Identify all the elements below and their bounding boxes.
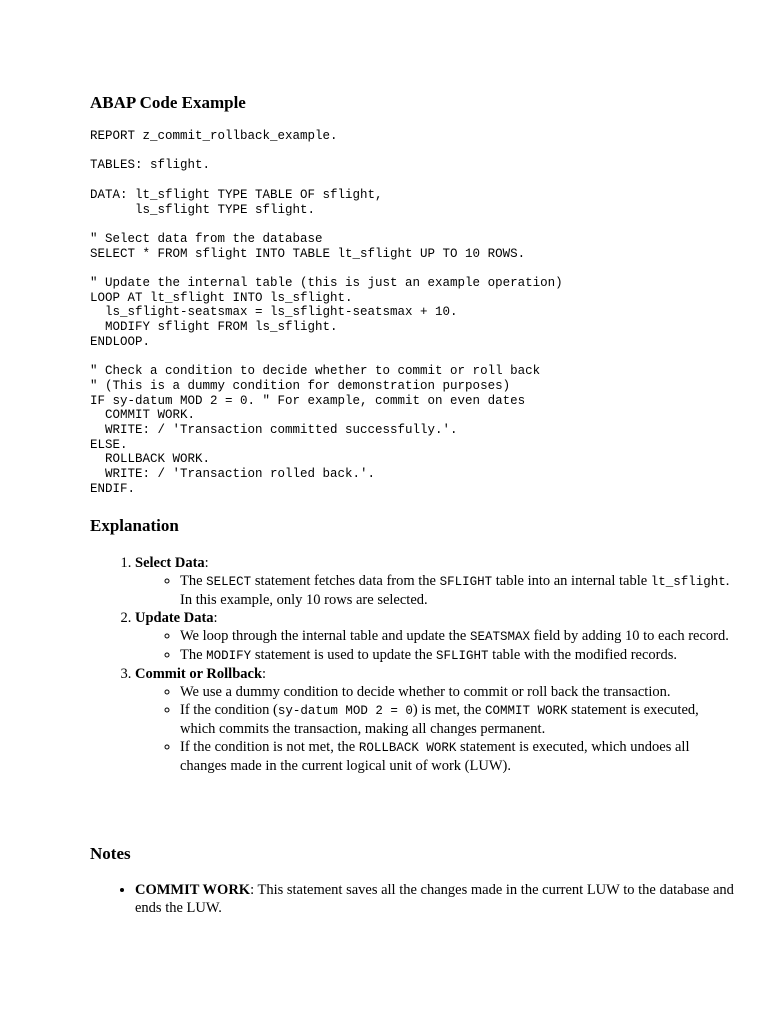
inline-code: MODIFY — [206, 649, 252, 663]
notes-list — [90, 881, 735, 917]
item-title: Commit or Rollback — [135, 666, 263, 682]
heading-notes: Notes — [90, 844, 131, 863]
sub-item: ◦ The SELECT statement fetches data from the SFLIGHT table into an internal table lt_sflight. In this example, only 10 rows are selected. — [180, 572, 735, 609]
sub-item: ◦ We loop through the internal table and update the SEATSMAX field by adding 10 to each record. — [180, 627, 735, 646]
explanation-list — [90, 554, 735, 775]
inline-code: SELECT — [206, 575, 252, 589]
inline-code: SFLIGHT — [439, 575, 493, 589]
sub-item: ◦ If the condition is not met, the ROLLBACK WORK statement is executed, which undoes all changes made in the current logical unit of work (LUW). — [180, 738, 735, 775]
sub-item: ◦ We use a dummy condition to decide whether to commit or roll back the transaction. — [180, 683, 735, 701]
item-title: Select Data — [135, 555, 205, 571]
heading-abap-code-example: ABAP Code Example — [90, 93, 246, 112]
inline-code: lt_sflight — [650, 575, 726, 589]
sub-item: ◦ If the condition (sy-datum MOD 2 = 0) is met, the COMMIT WORK statement is executed, which commits the transaction, making all changes permanent. — [180, 701, 735, 738]
note-item-commit-work: • COMMIT WORK: This statement saves all the changes made in the current LUW to the database and ends the LUW. — [135, 881, 735, 917]
explanation-item-update-data: 2. Update Data: ◦ We loop through the internal table and update the SEATSMAX field by adding 10 to each record. ◦ The MODIFY statement is used to update the SFLIGHT table with the modified records. — [135, 609, 735, 665]
explanation-item-commit-or-rollback: 3. Commit or Rollback: ◦ We use a dummy condition to decide whether to commit or roll back the transaction. ◦ If the condition (sy-datum MOD 2 = 0) is met, the COMMIT WORK statement is executed, which commits the transaction, making all changes permanent. ◦ If the condition is not met, the ROLLBACK WORK statement is executed, which undoes all changes made in the current logical unit of work (LUW). — [135, 665, 735, 775]
inline-code: COMMIT WORK — [484, 704, 568, 718]
sub-list — [135, 627, 735, 665]
explanation-item-select-data: 1. Select Data: ◦ The SELECT statement fetches data from the SFLIGHT table into an internal table lt_sflight. In this example, only 10 rows are selected. — [135, 554, 735, 609]
heading-explanation: Explanation — [90, 516, 179, 535]
item-title: Update Data — [135, 610, 214, 626]
inline-code: SEATSMAX — [469, 630, 530, 644]
sub-item: ◦ The MODIFY statement is used to update the SFLIGHT table with the modified records. — [180, 646, 735, 665]
sub-list — [135, 683, 735, 775]
inline-code: sy-datum MOD 2 = 0 — [277, 704, 413, 718]
inline-code: SFLIGHT — [436, 649, 489, 663]
note-title: COMMIT WORK — [135, 882, 251, 898]
code-block: REPORT z_commit_rollback_example. TABLES: sflight. DATA: lt_sflight TYPE TABLE OF sflight, ls_sflight TYPE sflight. " Select data from the database SELECT * FROM sflight INTO TABLE lt_sflight UP TO 10 ROWS. " Update the internal table (this is just an example operation) LOOP AT lt_sflight INTO ls_sflight. ls_sflight-seatsmax = ls_sflight-seatsmax + 10. MODIFY sflight FROM ls_sflight. ENDLOOP. " Check a condition to decide whether to commit or roll back " (This is a dummy condition for demonstration purposes) IF sy-datum MOD 2 = 0. " For example, commit on even dates COMMIT WORK. WRITE: / 'Transaction committed successfully.'. ELSE. ROLLBACK WORK. WRITE: / 'Transaction rolled back.'. ENDIF. — [90, 129, 563, 496]
sub-list — [135, 572, 735, 609]
inline-code: ROLLBACK WORK — [358, 741, 457, 755]
